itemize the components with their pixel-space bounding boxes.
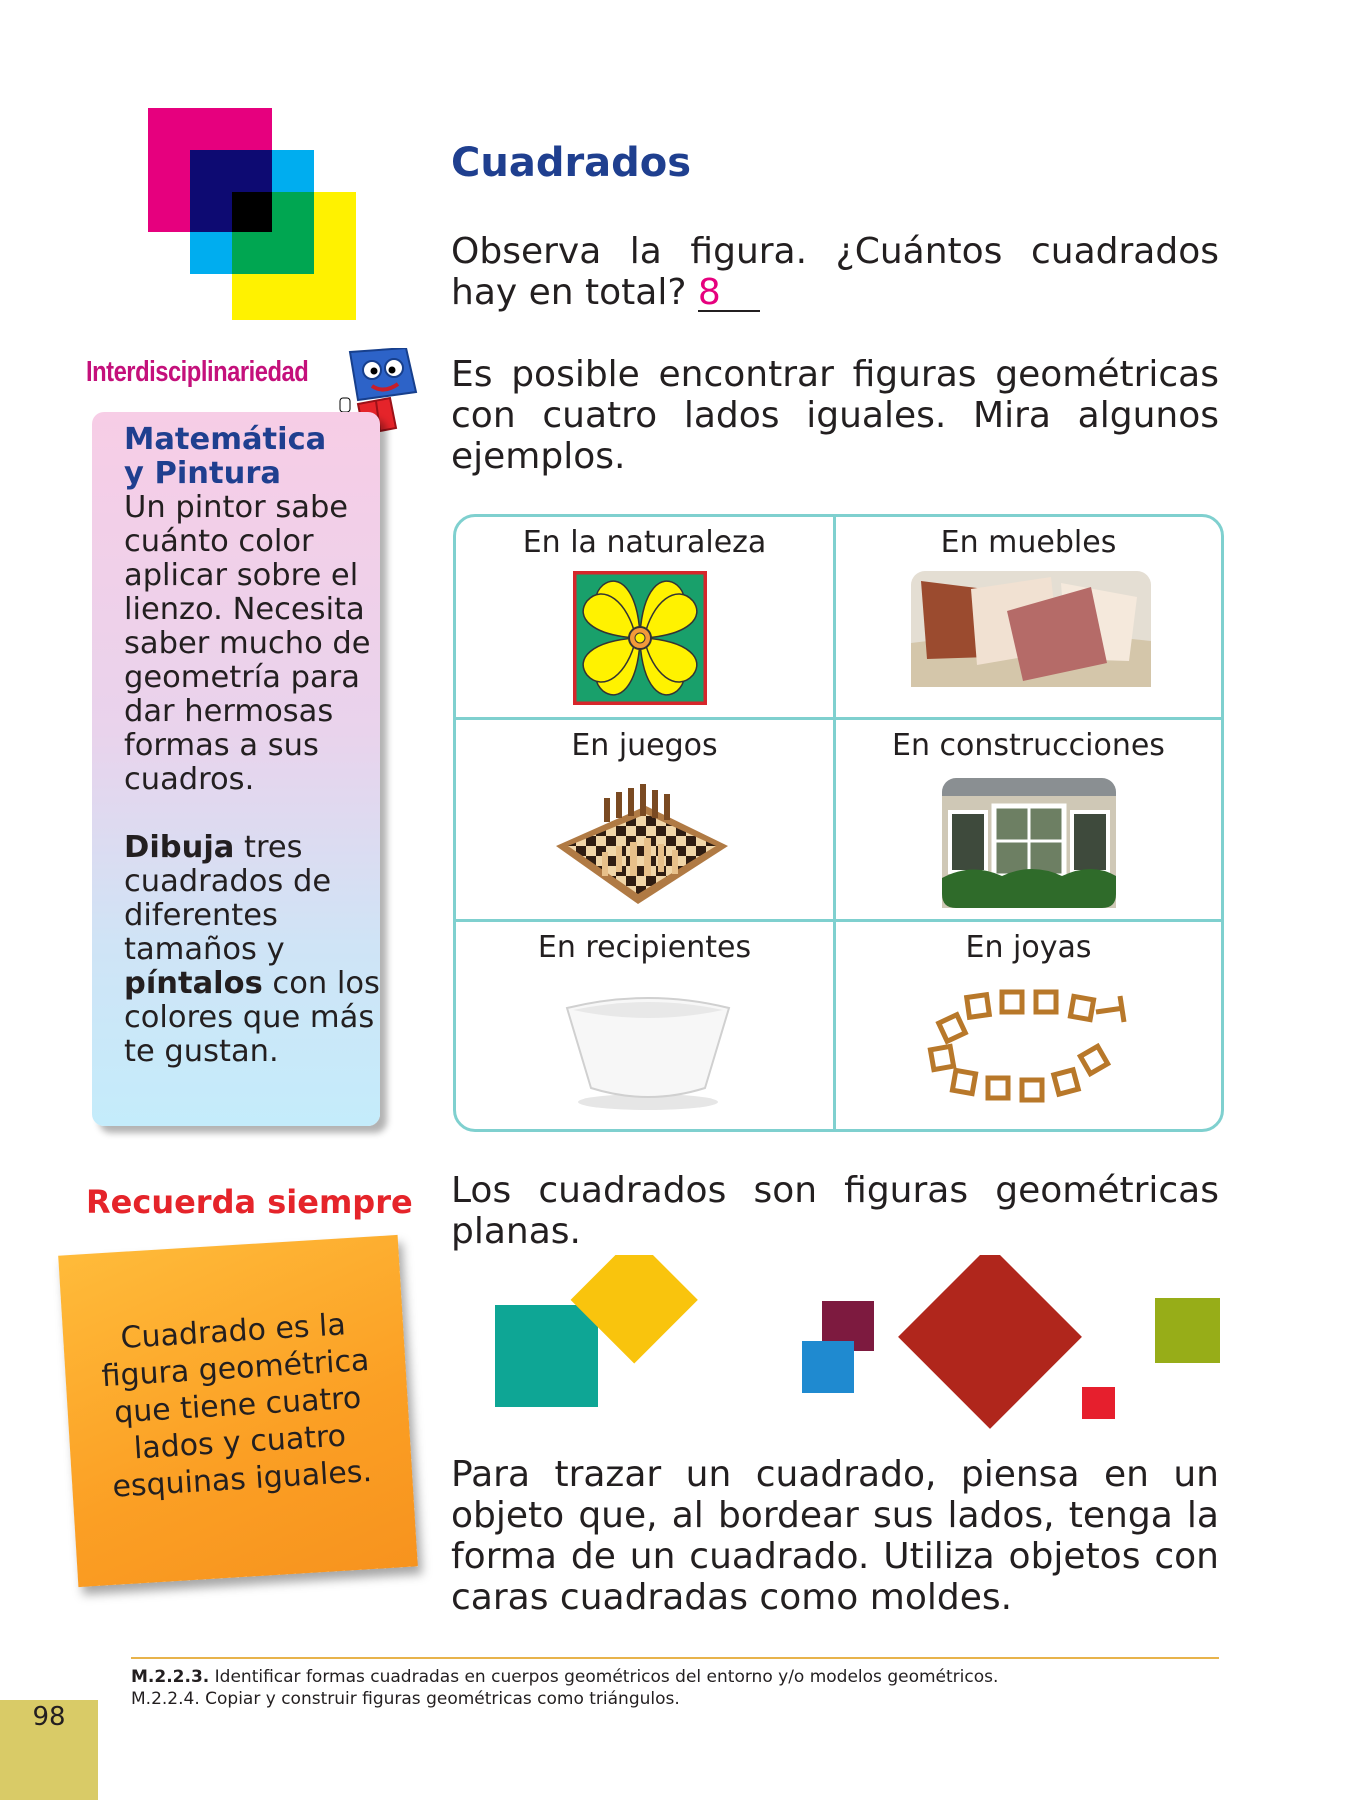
- trace-instructions: Para trazar un cuadrado, piensa en un objeto que, al bordear sus lados, tenga la forma de un cuadrado. Utiliza objetos con caras cuadradas como moldes.: [451, 1454, 1219, 1618]
- example-cell: [836, 720, 1221, 922]
- examples-table: [453, 514, 1224, 1132]
- interdisciplinary-heading: Interdisciplinariedad: [86, 356, 309, 388]
- drawing-task: Dibuja tres cuadrados de diferentes tamaños y píntalos con los colores que más te gustan.: [124, 830, 380, 1069]
- subject-title-line2: y Pintura: [124, 456, 281, 491]
- page-title: Cuadrados: [451, 140, 692, 186]
- chessboard-icon: [546, 776, 736, 916]
- intro-text: Es posible encontrar figuras geométricas con cuatro lados iguales. Mira algunos ejemplos.: [451, 354, 1219, 477]
- bowl-icon: [563, 984, 733, 1114]
- pillows-icon: [911, 571, 1151, 687]
- window-icon: [942, 778, 1116, 908]
- subject-title-line1: Matemática: [124, 422, 327, 457]
- flower-icon: [573, 571, 707, 705]
- example-label: En joyas: [965, 930, 1092, 965]
- painter-text: Un pintor sabe cuánto color aplicar sobre el lienzo. Necesita saber mucho de geometría para dar hermosas formas a sus cuadros.: [124, 490, 371, 797]
- sticky-note: [58, 1235, 418, 1587]
- overlapping-squares-figure: [148, 108, 356, 320]
- example-cell: [836, 517, 1221, 720]
- square-dark-red: [898, 1255, 1082, 1429]
- square-small-red: [1082, 1387, 1115, 1419]
- question-text: Observa la figura. ¿Cuántos cuadrados hay en total? 8: [451, 231, 1219, 313]
- flat-figures-text: Los cuadrados son figuras geométricas planas.: [451, 1170, 1219, 1252]
- square-teal: [495, 1305, 598, 1407]
- answer-blank[interactable]: 8: [698, 276, 760, 312]
- example-cell: [456, 517, 836, 720]
- colored-squares: [490, 1255, 1220, 1445]
- example-cell: [456, 720, 836, 922]
- square-blue: [802, 1341, 854, 1393]
- standard-1: M.2.2.3. Identificar formas cuadradas en cuerpos geométricos del entorno y/o modelos geométricos.: [131, 1667, 999, 1687]
- example-label: En muebles: [940, 525, 1117, 560]
- page-number: 98: [32, 1702, 66, 1732]
- example-cell: [836, 922, 1221, 1129]
- example-cell: [456, 922, 836, 1129]
- example-label: En juegos: [571, 728, 718, 763]
- bracelet-icon: [924, 988, 1134, 1108]
- standard-2: M.2.2.4. Copiar y construir figuras geométricas como triángulos.: [131, 1689, 680, 1709]
- square-definition: Cuadrado es la figura geométrica que tiene cuatro lados y cuatro esquinas iguales.: [100, 1307, 373, 1505]
- example-label: En recipientes: [537, 930, 752, 965]
- interdisciplinary-content: [124, 423, 386, 1069]
- example-label: En la naturaleza: [522, 525, 767, 560]
- footer-rule: [131, 1657, 1219, 1659]
- example-label: En construcciones: [892, 728, 1165, 763]
- remember-heading: Recuerda siempre: [86, 1183, 413, 1221]
- square-olive: [1155, 1298, 1220, 1363]
